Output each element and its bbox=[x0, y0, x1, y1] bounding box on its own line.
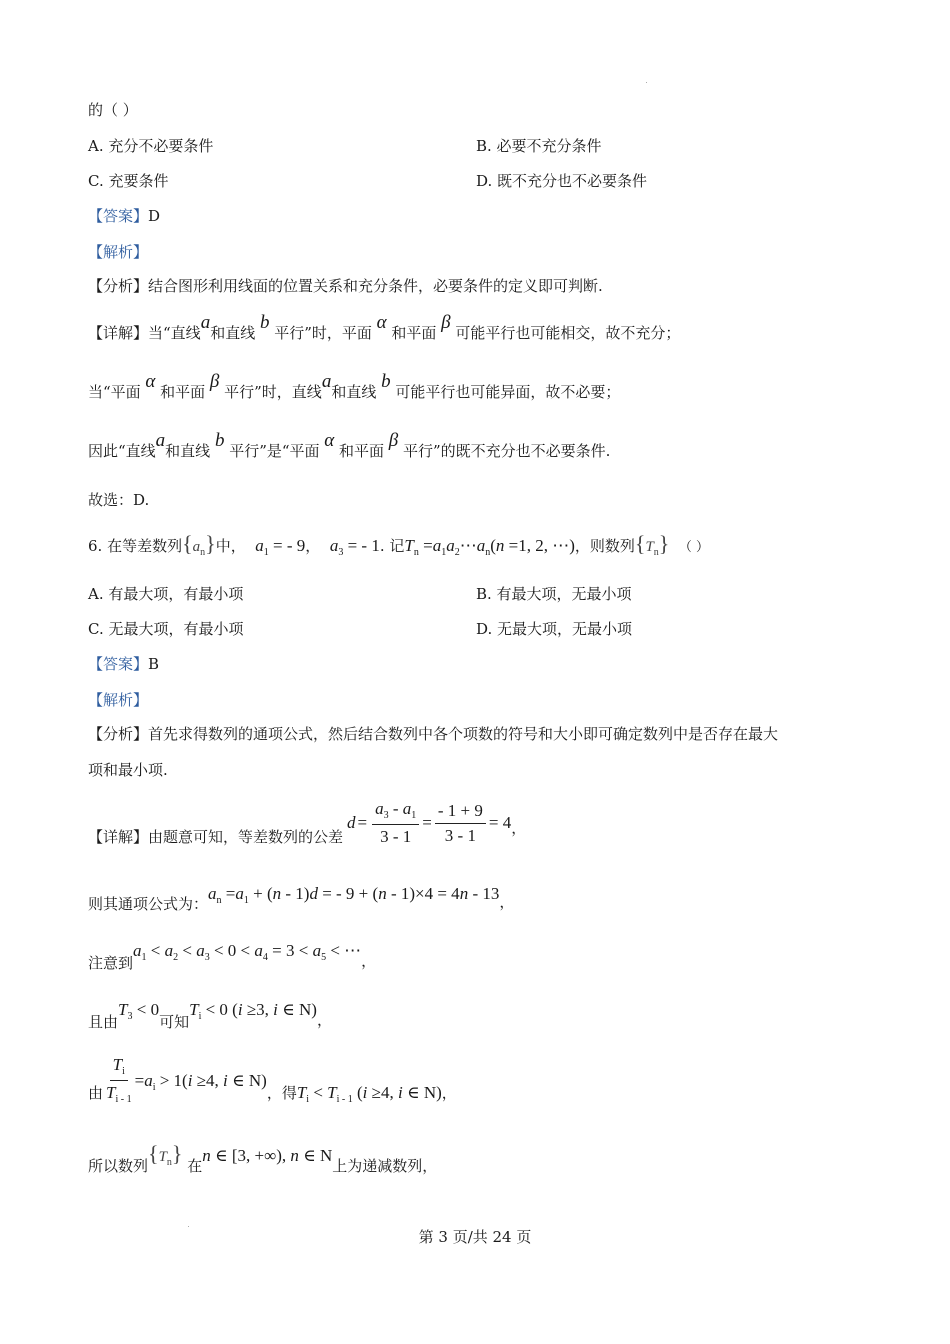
q6-stem bbox=[88, 531, 710, 559]
q5-fenxi bbox=[88, 276, 603, 296]
math-Ti-neg: $T_i < 0$ (i ≥3, i ∈ N) bbox=[189, 1000, 317, 1022]
math-a: a bbox=[321, 371, 332, 392]
text: 和直线 bbox=[331, 383, 377, 401]
q5-answer-line bbox=[88, 206, 160, 226]
math-a: a bbox=[200, 312, 211, 333]
text: ，得 bbox=[266, 1084, 297, 1102]
text: 且由 bbox=[88, 1013, 119, 1031]
text: 6. 在等差数列 bbox=[88, 537, 183, 555]
math-b: b bbox=[255, 312, 275, 333]
text: 和平面 bbox=[339, 442, 385, 460]
q6-option-c: C. 无最大项，有最小项 bbox=[88, 620, 244, 638]
text: 在 bbox=[187, 1157, 203, 1175]
text: ， bbox=[511, 818, 527, 837]
math-Ti-decrease: $T_i < T_{i - 1}$ (i ≥4, i ∈ N) bbox=[296, 1082, 442, 1105]
answer-tag: 【答案】 bbox=[88, 207, 149, 225]
answer-tag: 【答案】 bbox=[88, 655, 149, 673]
math-seq-Tn: $\{T_n\}$ bbox=[148, 1141, 183, 1168]
math-beta: β bbox=[384, 430, 403, 451]
math-eq: = bbox=[357, 813, 368, 832]
math-domain: n ∈ [3, +∞), n ∈ N bbox=[202, 1146, 333, 1165]
text: 由题意可知，等差数列的公差 bbox=[148, 827, 344, 846]
q5-option-d: D. 既不充分也不必要条件 bbox=[476, 172, 648, 190]
text: ， bbox=[361, 952, 377, 970]
math-inequality-chain: $a_1 < a_2 < a_3 < 0 < a_4 = 3 < a_5$ < ⋯ bbox=[133, 941, 362, 963]
text: 可能平行也可能相交，故不充分； bbox=[455, 324, 681, 342]
text: . 记 bbox=[379, 537, 405, 555]
math-alpha: α bbox=[319, 430, 340, 451]
text: 中， bbox=[215, 537, 246, 555]
text: 平行”时，平面 bbox=[274, 324, 372, 342]
math-ratio-ineq: $=a_i > 1(i \ge 4$, i ∈ N) bbox=[134, 1070, 267, 1093]
q6-fenxi-2: 项和最小项. bbox=[88, 761, 168, 779]
q5-detail-line-2 bbox=[88, 371, 621, 402]
text: 由 bbox=[88, 1084, 104, 1102]
text: 上为递减数列， bbox=[332, 1157, 438, 1175]
q6-answer-line bbox=[88, 654, 159, 674]
text: 则其通项公式为： bbox=[88, 895, 209, 913]
text: 因此“直线 bbox=[88, 442, 156, 460]
q5-option-a: A. 充分不必要条件 bbox=[88, 137, 214, 155]
q6-step-1 bbox=[88, 798, 526, 848]
math-general-term: $a_n =a_1 + (n - 1)d$ = - 9 + (n - 1)×4 = 4n - 13 bbox=[208, 884, 500, 906]
fenxi-tag: 【分析】 bbox=[88, 725, 149, 743]
scan-dot bbox=[646, 82, 647, 83]
fenxi-text: 结合图形利用线面的位置关系和充分条件，必要条件的定义即可判断. bbox=[148, 277, 603, 295]
text: 和直线 bbox=[165, 442, 211, 460]
math-result: = 4 bbox=[488, 813, 512, 832]
text: ， bbox=[499, 893, 515, 911]
math-frac-2: $\frac{- 1 + 9}{3 - 1}$ bbox=[435, 800, 486, 847]
math-frac-1: $\frac{a_3 - a_1}{3 - 1}$ bbox=[372, 798, 419, 848]
math-seq-Tn: $\{T_n\}$ bbox=[634, 531, 670, 558]
text: 和直线 bbox=[210, 324, 256, 342]
q5-option-b: B. 必要不充分条件 bbox=[476, 137, 602, 155]
q6-step-6 bbox=[88, 1141, 438, 1175]
q6-step-3 bbox=[88, 941, 377, 972]
text: 所以数列 bbox=[88, 1157, 149, 1175]
text: ， bbox=[316, 1011, 332, 1029]
math-Tn: $T_n$ bbox=[404, 536, 419, 558]
q5-detail-line-1 bbox=[88, 312, 681, 343]
text: 和平面 bbox=[391, 324, 437, 342]
text: 平行”时，直线 bbox=[224, 383, 322, 401]
math-a: a bbox=[155, 430, 166, 451]
math-eq: = - 1 bbox=[343, 536, 380, 555]
q5-conclusion: 故选：D. bbox=[88, 491, 150, 509]
fenxi-tag: 【分析】 bbox=[88, 277, 149, 295]
math-Tn-def: $=a_1a_2\cdots a_n(n =1$, 2, ⋯) bbox=[418, 536, 575, 558]
math-beta: β bbox=[436, 312, 456, 333]
q5-detail-line-3 bbox=[88, 430, 611, 461]
math-a1: $a_1$ bbox=[255, 536, 269, 558]
text: 当“直线 bbox=[148, 324, 201, 342]
answer-value: D bbox=[148, 207, 161, 225]
xiangjie-tag: 【详解】 bbox=[88, 827, 149, 846]
text: 和平面 bbox=[160, 383, 206, 401]
q6-step-5 bbox=[88, 1054, 457, 1107]
text: 可知 bbox=[159, 1013, 190, 1031]
math-seq-an: $\{a_n\}$ bbox=[182, 531, 216, 558]
q6-jiexi-tag: 【解析】 bbox=[88, 691, 149, 709]
q6-step-4 bbox=[88, 1000, 332, 1031]
q6-option-b: B. 有最大项，无最小项 bbox=[476, 585, 632, 603]
math-beta: β bbox=[205, 371, 225, 392]
q6-option-d: D. 无最大项，无最小项 bbox=[476, 620, 633, 638]
q6-step-2 bbox=[88, 884, 515, 913]
math-T3: $T_3 < 0$ bbox=[118, 1000, 160, 1022]
text: 注意到 bbox=[88, 954, 134, 972]
q5-option-c: C. 充要条件 bbox=[88, 172, 169, 190]
math-eq: = bbox=[422, 813, 432, 832]
math-frac-ratio: $\frac{T_i}{T_{i - 1}}$ bbox=[106, 1055, 132, 1105]
math-eq: = - 9 bbox=[268, 536, 306, 555]
math-alpha: α bbox=[140, 371, 161, 392]
text: 可能平行也可能异面，故不必要； bbox=[395, 383, 621, 401]
q6-fenxi-1 bbox=[88, 724, 778, 744]
q5-stem-tail: 的（ ） bbox=[88, 101, 138, 119]
math-a3: $a_3$ bbox=[329, 536, 344, 558]
page-footer: 第 3 页/共 24 页 bbox=[418, 1228, 532, 1246]
text: 平行”的既不充分也不必要条件. bbox=[403, 442, 611, 460]
answer-value: B bbox=[148, 655, 160, 673]
q5-jiexi-tag: 【解析】 bbox=[88, 243, 149, 261]
text: ，则数列 bbox=[574, 537, 635, 555]
xiangjie-tag: 【详解】 bbox=[88, 324, 149, 342]
math-b: b bbox=[210, 430, 230, 451]
q6-option-a: A. 有最大项，有最小项 bbox=[88, 585, 244, 603]
fenxi-text: 首先求得数列的通项公式，然后结合数列中各个项数的符号和大小即可确定数列中是否存在最大 bbox=[148, 725, 779, 743]
math-alpha: α bbox=[371, 312, 392, 333]
math-d: d bbox=[347, 813, 356, 832]
text: 当“平面 bbox=[88, 383, 141, 401]
text: ， bbox=[305, 537, 321, 555]
text: 平行”是“平面 bbox=[229, 442, 320, 460]
text: ， bbox=[441, 1084, 457, 1102]
text: （ ） bbox=[678, 540, 710, 555]
math-b: b bbox=[376, 371, 396, 392]
